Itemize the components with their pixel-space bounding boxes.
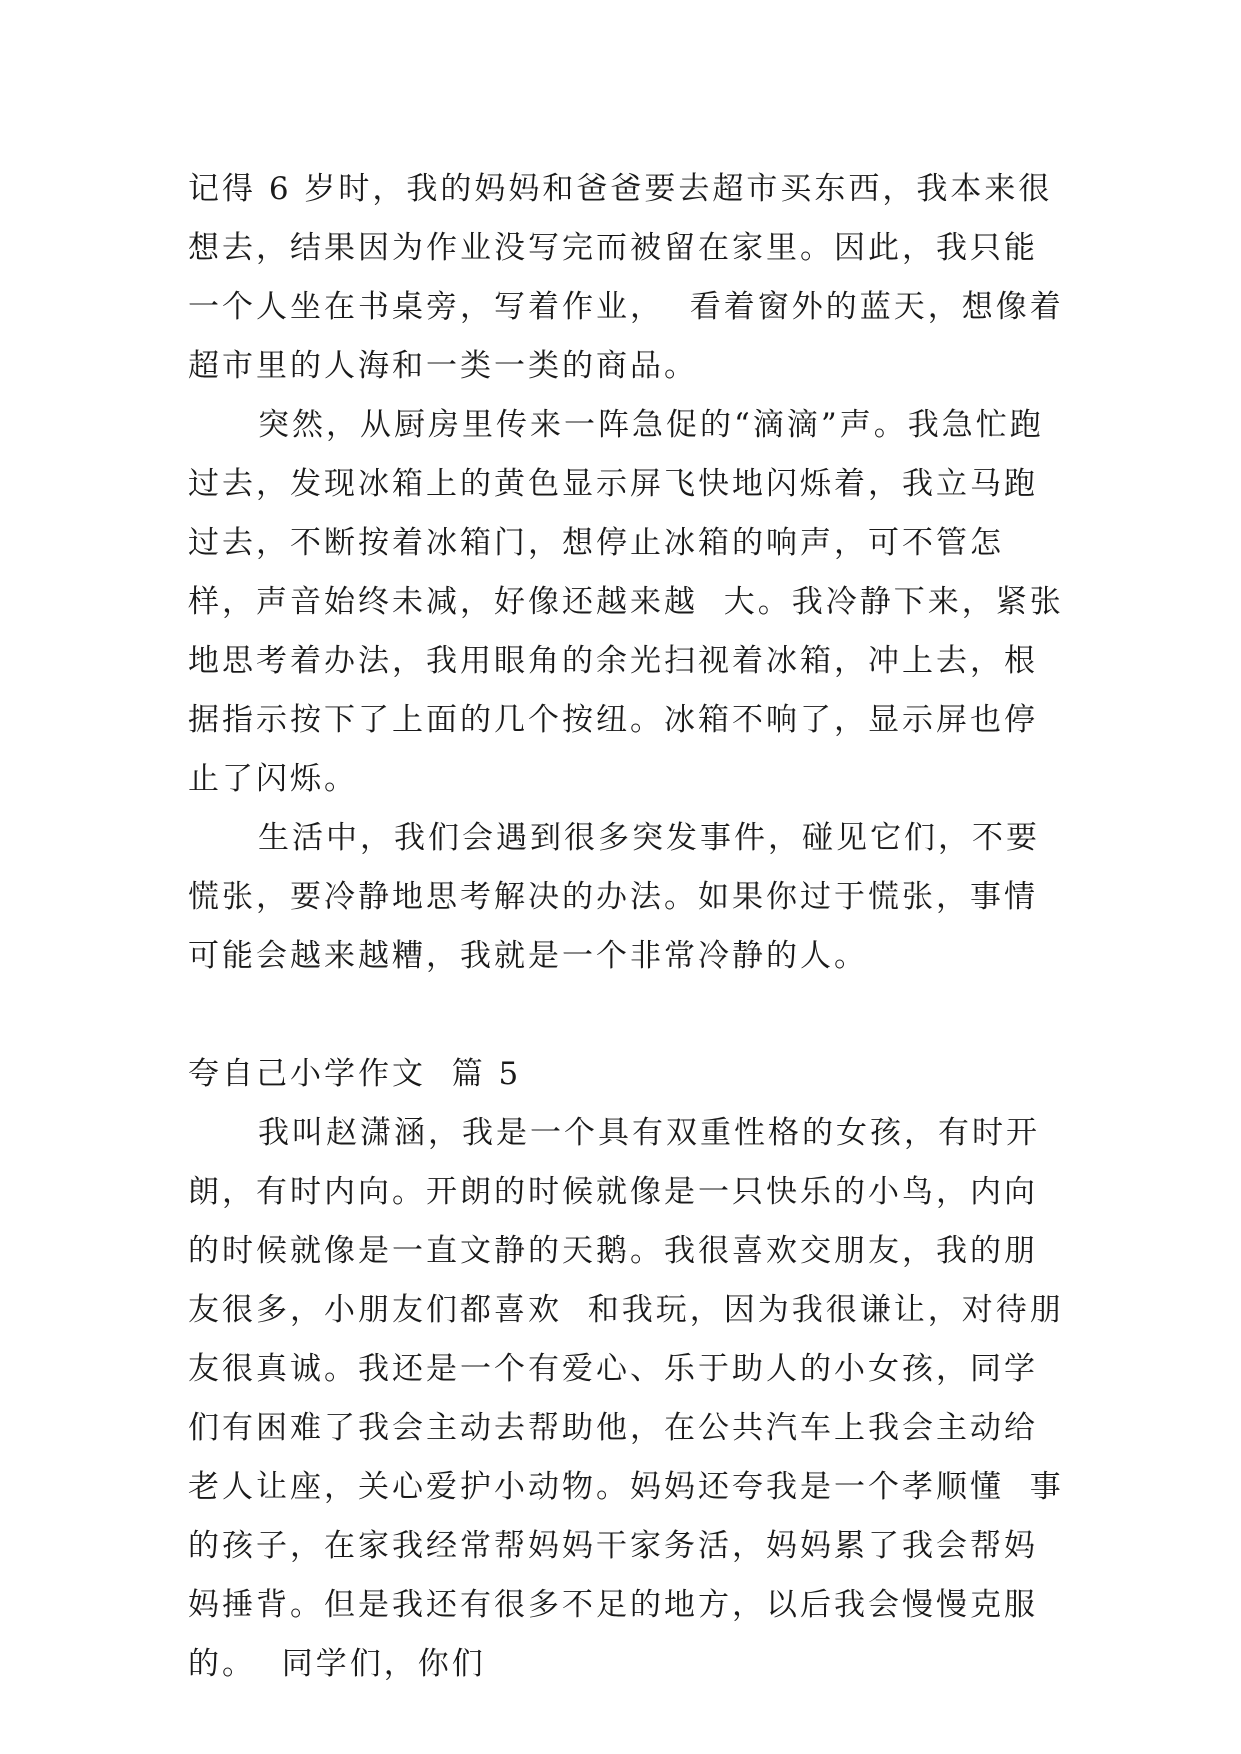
document-body [188, 160, 1068, 1694]
paragraph-2: 突然，从厨房里传来一阵急促的“滴滴”声。我急忙跑过去，发现冰箱上的黄色显示屏飞快地闪烁着，我立马跑过去，不断按着冰箱门，想停止冰箱的响声，可不管怎样，声音始终未减，好像还越来越 大。我冷静下来，紧张地思考着办法，我用眼角的余光扫视着冰箱，冲上去，根据指示按下了上面的几个按纽。冰箱不响了，显示屏也停止了闪烁。 [188, 407, 1064, 797]
paragraph-3: 生活中，我们会遇到很多突发事件，碰见它们，不要慌张，要冷静地思考解决的办法。如果你过于慌张，事情可能会越来越糟，我就是一个非常冷静的人。 [188, 820, 1040, 974]
section-spacer [188, 986, 1068, 1045]
paragraph-1: 记得 6 岁时，我的妈妈和爸爸要去超市买东西，我本来很想去，结果因为作业没写完而被留在家里。因此，我只能一个人坐在书桌旁，写着作业， 看着窗外的蓝天，想像着超市里的人海和一类一类的商品。 [188, 171, 1064, 384]
section-heading: 夸自己小学作文 篇 5 [188, 1056, 522, 1092]
paragraph-4: 我叫赵潇涵，我是一个具有双重性格的女孩，有时开朗，有时内向。开朗的时候就像是一只快乐的小鸟，内向的时候就像是一直文静的天鹅。我很喜欢交朋友，我的朋友很多，小朋友们都喜欢 和我玩，因为我很谦让，对待朋友很真诚。我还是一个有爱心、乐于助人的小女孩，同学们有困难了我会主动去帮助他，在公共汽车上我会主动给老人让座，关心爱护小动物。妈妈还夸我是一个孝顺懂 事的孩子，在家我经常帮妈妈干家务活，妈妈累了我会帮妈妈捶背。但是我还有很多不足的地方，以后我会慢慢克服的。 同学们，你们 [188, 1115, 1064, 1682]
